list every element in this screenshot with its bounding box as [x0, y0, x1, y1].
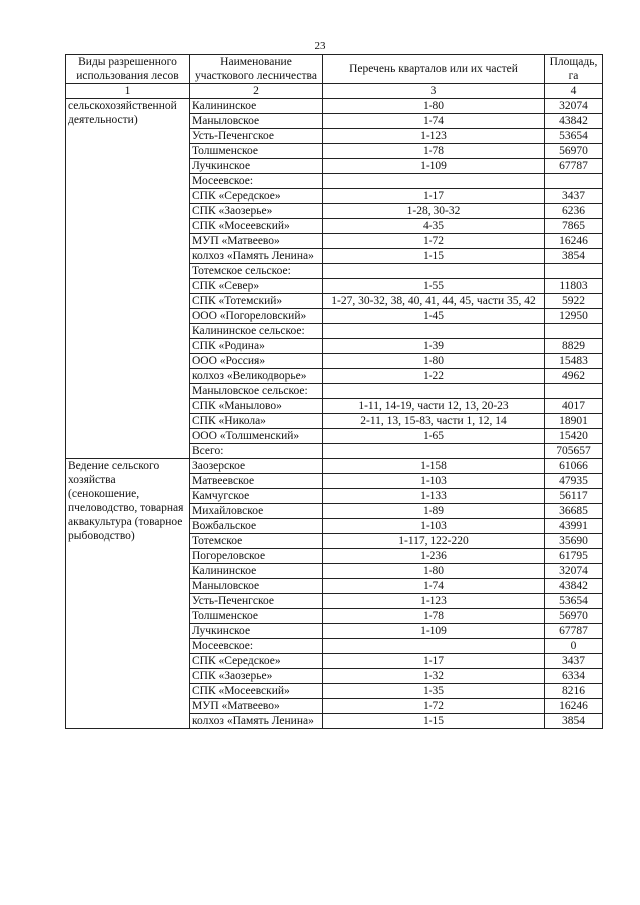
area-cell: 53654: [545, 594, 603, 609]
quarters-cell: 1-74: [323, 114, 545, 129]
quarters-cell: 1-80: [323, 564, 545, 579]
forestry-name-cell: СПК «Тотемский»: [190, 294, 323, 309]
forestry-name-cell: Всего:: [190, 444, 323, 459]
area-cell: 32074: [545, 99, 603, 114]
area-cell: 16246: [545, 699, 603, 714]
quarters-cell: 1-17: [323, 189, 545, 204]
area-cell: [545, 174, 603, 189]
header-forestry-name: Наименование участкового лесничества: [190, 55, 323, 84]
table-header-row: [66, 55, 603, 84]
forestry-name-cell: СПК «Середское»: [190, 654, 323, 669]
quarters-cell: 1-89: [323, 504, 545, 519]
header-number: 3: [323, 84, 545, 99]
area-cell: 56970: [545, 144, 603, 159]
forestry-name-cell: МУП «Матвеево»: [190, 234, 323, 249]
use-type-cell: Ведение сельского хозяйства (сенокошение, пчеловодство, товарная аквакультура (товарное рыбоводство): [66, 459, 190, 729]
forestry-name-cell: Толшменское: [190, 609, 323, 624]
quarters-cell: 1-117, 122-220: [323, 534, 545, 549]
quarters-cell: 1-15: [323, 714, 545, 729]
forestry-name-cell: Вожбальское: [190, 519, 323, 534]
quarters-cell: [323, 324, 545, 339]
forestry-name-cell: Камчугское: [190, 489, 323, 504]
quarters-cell: 1-17: [323, 654, 545, 669]
quarters-cell: 1-103: [323, 519, 545, 534]
area-cell: 67787: [545, 159, 603, 174]
table-row: [66, 459, 603, 474]
forestry-name-cell: Лучкинское: [190, 159, 323, 174]
area-cell: 61795: [545, 549, 603, 564]
header-number: 4: [545, 84, 603, 99]
forestry-name-cell: Мосеевское:: [190, 639, 323, 654]
area-cell: 7865: [545, 219, 603, 234]
forestry-name-cell: Маныловское сельское:: [190, 384, 323, 399]
area-cell: 5922: [545, 294, 603, 309]
area-cell: 11803: [545, 279, 603, 294]
forestry-name-cell: ООО «Толшменский»: [190, 429, 323, 444]
forestry-name-cell: Заозерское: [190, 459, 323, 474]
header-quarters: Перечень кварталов или их частей: [323, 55, 545, 84]
area-cell: 3437: [545, 654, 603, 669]
table-row: [66, 99, 603, 114]
forestry-name-cell: колхоз «Память Ленина»: [190, 249, 323, 264]
quarters-cell: 1-78: [323, 144, 545, 159]
forestry-name-cell: ООО «Погореловский»: [190, 309, 323, 324]
area-cell: 53654: [545, 129, 603, 144]
forestry-name-cell: СПК «Мосеевский»: [190, 219, 323, 234]
forestry-name-cell: Калининское: [190, 99, 323, 114]
area-cell: 47935: [545, 474, 603, 489]
area-cell: 3854: [545, 714, 603, 729]
page-number: 23: [314, 40, 326, 52]
forestry-name-cell: Тотемское сельское:: [190, 264, 323, 279]
area-cell: 4017: [545, 399, 603, 414]
area-cell: 16246: [545, 234, 603, 249]
area-cell: 12950: [545, 309, 603, 324]
quarters-cell: 1-78: [323, 609, 545, 624]
area-cell: 4962: [545, 369, 603, 384]
area-cell: 0: [545, 639, 603, 654]
forestry-name-cell: Усть-Печенгское: [190, 594, 323, 609]
forestry-name-cell: колхоз «Память Ленина»: [190, 714, 323, 729]
forestry-name-cell: СПК «Середское»: [190, 189, 323, 204]
area-cell: [545, 324, 603, 339]
forestry-name-cell: СПК «Мосеевский»: [190, 684, 323, 699]
area-cell: 3854: [545, 249, 603, 264]
area-cell: 3437: [545, 189, 603, 204]
header-use-type: Виды разрешенного использования лесов: [66, 55, 190, 84]
header-number: 2: [190, 84, 323, 99]
quarters-cell: 1-80: [323, 354, 545, 369]
forestry-name-cell: Толшменское: [190, 144, 323, 159]
quarters-cell: 1-103: [323, 474, 545, 489]
area-cell: 15420: [545, 429, 603, 444]
quarters-cell: 1-72: [323, 234, 545, 249]
area-cell: [545, 264, 603, 279]
area-cell: 43842: [545, 114, 603, 129]
area-cell: 61066: [545, 459, 603, 474]
forestry-name-cell: Михайловское: [190, 504, 323, 519]
quarters-cell: 1-158: [323, 459, 545, 474]
forestry-name-cell: СПК «Никола»: [190, 414, 323, 429]
quarters-cell: 1-109: [323, 159, 545, 174]
quarters-cell: 1-123: [323, 129, 545, 144]
quarters-cell: 1-236: [323, 549, 545, 564]
forestry-name-cell: колхоз «Великодворье»: [190, 369, 323, 384]
area-cell: 18901: [545, 414, 603, 429]
quarters-cell: [323, 384, 545, 399]
forestry-name-cell: Матвеевское: [190, 474, 323, 489]
forestry-name-cell: Калининское сельское:: [190, 324, 323, 339]
area-cell: 56970: [545, 609, 603, 624]
forestry-name-cell: Маныловское: [190, 114, 323, 129]
area-cell: 6334: [545, 669, 603, 684]
area-cell: 8216: [545, 684, 603, 699]
forestry-name-cell: СПК «Север»: [190, 279, 323, 294]
area-cell: 15483: [545, 354, 603, 369]
use-type-cell: сельскохозяйственной деятельности): [66, 99, 190, 459]
area-cell: 43842: [545, 579, 603, 594]
header-number: 1: [66, 84, 190, 99]
area-cell: 43991: [545, 519, 603, 534]
quarters-cell: 1-72: [323, 699, 545, 714]
quarters-cell: [323, 264, 545, 279]
quarters-cell: 1-133: [323, 489, 545, 504]
area-cell: 35690: [545, 534, 603, 549]
forestry-name-cell: СПК «Родина»: [190, 339, 323, 354]
area-cell: 32074: [545, 564, 603, 579]
quarters-cell: 1-45: [323, 309, 545, 324]
quarters-cell: 1-27, 30-32, 38, 40, 41, 44, 45, части 35, 42: [323, 294, 545, 309]
forestry-name-cell: СПК «Заозерье»: [190, 669, 323, 684]
forestry-name-cell: Маныловское: [190, 579, 323, 594]
quarters-cell: 1-28, 30-32: [323, 204, 545, 219]
forestry-name-cell: СПК «Манылово»: [190, 399, 323, 414]
forestry-name-cell: СПК «Заозерье»: [190, 204, 323, 219]
forestry-name-cell: Погореловское: [190, 549, 323, 564]
area-cell: 56117: [545, 489, 603, 504]
area-cell: 67787: [545, 624, 603, 639]
quarters-cell: 1-55: [323, 279, 545, 294]
forest-use-table: [65, 54, 603, 729]
quarters-cell: 1-39: [323, 339, 545, 354]
quarters-cell: 1-22: [323, 369, 545, 384]
table-body: [66, 99, 603, 729]
forestry-name-cell: Лучкинское: [190, 624, 323, 639]
area-cell: 36685: [545, 504, 603, 519]
quarters-cell: 1-80: [323, 99, 545, 114]
quarters-cell: 1-32: [323, 669, 545, 684]
quarters-cell: 2-11, 13, 15-83, части 1, 12, 14: [323, 414, 545, 429]
area-cell: 6236: [545, 204, 603, 219]
quarters-cell: [323, 444, 545, 459]
quarters-cell: 1-74: [323, 579, 545, 594]
area-cell: 705657: [545, 444, 603, 459]
quarters-cell: 1-11, 14-19, части 12, 13, 20-23: [323, 399, 545, 414]
forestry-name-cell: МУП «Матвеево»: [190, 699, 323, 714]
forestry-name-cell: Мосеевское:: [190, 174, 323, 189]
forestry-name-cell: Усть-Печенгское: [190, 129, 323, 144]
area-cell: [545, 384, 603, 399]
area-cell: 8829: [545, 339, 603, 354]
quarters-cell: [323, 639, 545, 654]
quarters-cell: 4-35: [323, 219, 545, 234]
table-header-numbers: [66, 84, 603, 99]
quarters-cell: 1-15: [323, 249, 545, 264]
quarters-cell: [323, 174, 545, 189]
quarters-cell: 1-109: [323, 624, 545, 639]
forestry-name-cell: ООО «Россия»: [190, 354, 323, 369]
header-area: Площадь, га: [545, 55, 603, 84]
quarters-cell: 1-65: [323, 429, 545, 444]
forestry-name-cell: Тотемское: [190, 534, 323, 549]
quarters-cell: 1-123: [323, 594, 545, 609]
forestry-name-cell: Калининское: [190, 564, 323, 579]
quarters-cell: 1-35: [323, 684, 545, 699]
